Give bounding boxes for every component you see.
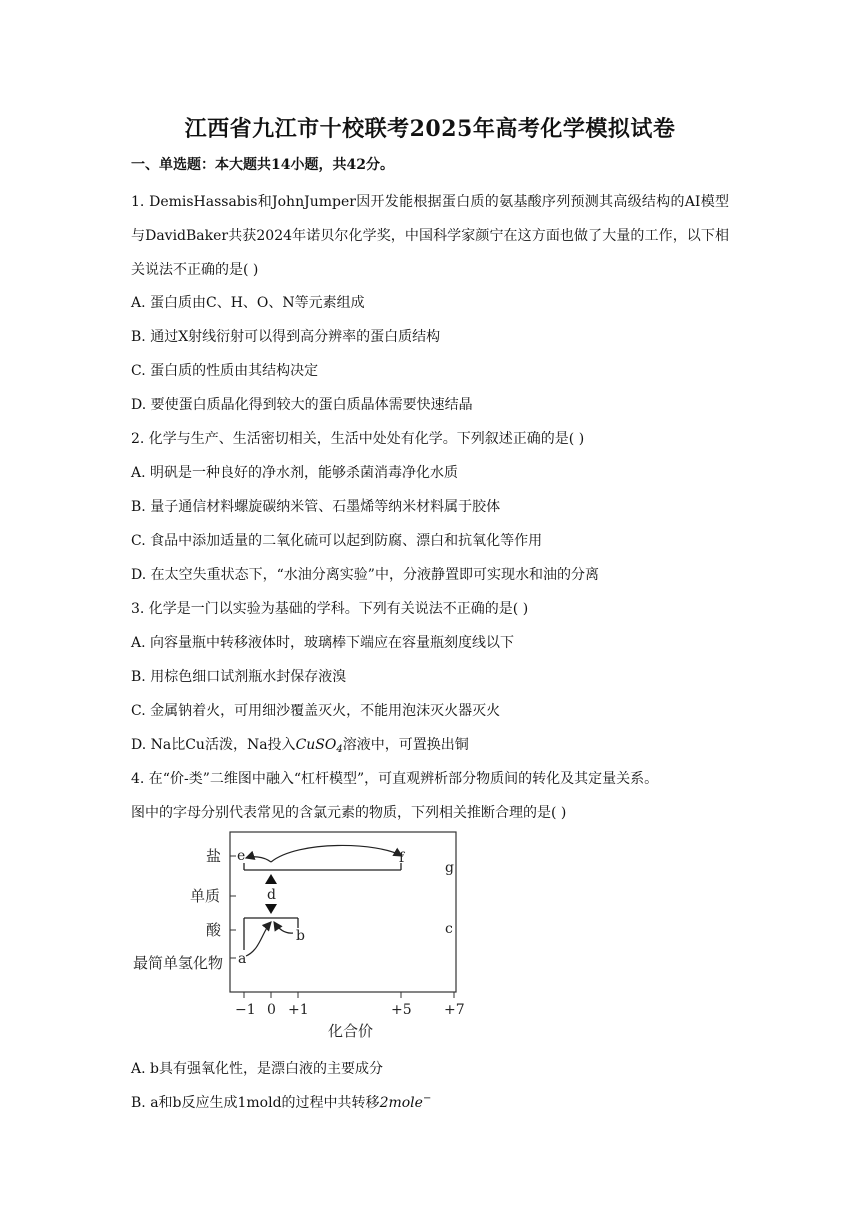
q3-option-d — [131, 734, 469, 755]
section-heading: 一、单选题：本大题共14小题，共42分。 — [131, 157, 394, 173]
x-tick-label: +1 — [288, 1002, 309, 1018]
point-b: b — [296, 928, 305, 944]
arrow-a-to-d — [246, 922, 271, 956]
q1-option-a: A. 蛋白质由C、H、O、N等元素组成 — [131, 295, 365, 311]
y-label-acid: 酸 — [206, 921, 222, 939]
q1-option-b: B. 通过X射线衍射可以得到高分辨率的蛋白质结构 — [131, 329, 441, 345]
arrow-b-to-d — [274, 922, 293, 933]
cuso4-formula: CuSO$_4$ — [295, 737, 343, 755]
fulcrum-down — [265, 904, 277, 914]
q1-option-c: C. 蛋白质的性质由其结构决定 — [131, 363, 319, 379]
q3-option-d-text: D. Na比Cu活泼，Na投入 — [131, 737, 296, 753]
x-tick-label: +7 — [444, 1002, 465, 1018]
q4-stem-line2: 图中的字母分别代表常见的含氯元素的物质，下列相关推断合理的是( ) — [131, 805, 567, 821]
q4-stem-line1: 4. 在“价-类”二维图中融入“杠杆模型”，可直观辨析部分物质间的转化及其定量关系。 — [131, 771, 659, 787]
q4-option-b — [131, 1092, 431, 1112]
q2-option-a: A. 明矾是一种良好的净水剂，能够杀菌消毒净化水质 — [131, 465, 459, 481]
q2-stem: 2. 化学与生产、生活密切相关，生活中处处有化学。下列叙述正确的是( ) — [131, 431, 585, 447]
y-label-element: 单质 — [190, 887, 221, 905]
x-tick-label: +5 — [391, 1002, 412, 1018]
q4-option-b-text: B. a和b反应生成1mold的过程中共转移 — [131, 1095, 380, 1111]
q2-option-b: B. 量子通信材料螺旋碳纳米管、石墨烯等纳米材料属于胶体 — [131, 499, 501, 515]
point-a: a — [238, 951, 247, 967]
y-label-salt: 盐 — [206, 847, 222, 865]
plot-frame — [230, 832, 456, 992]
q4-option-a: A. b具有强氧化性，是漂白液的主要成分 — [131, 1061, 383, 1077]
q2-option-d: D. 在太空失重状态下，“水油分离实验”中，分液静置即可实现水和油的分离 — [131, 567, 599, 583]
electron-transfer-formula: 2mole− — [379, 1093, 432, 1111]
arrow-to-f — [271, 845, 402, 862]
fulcrum-up — [265, 874, 277, 884]
x-tick-label: 0 — [267, 1002, 276, 1018]
q3-option-a: A. 向容量瓶中转移液体时，玻璃棒下端应在容量瓶刻度线以下 — [131, 635, 515, 651]
q3-option-b: B. 用棕色细口试剂瓶水封保存液溴 — [131, 669, 347, 685]
q3-option-d-tail: 溶液中，可置换出铜 — [342, 737, 469, 753]
y-label-hydride: 最简单氢化物 — [133, 954, 224, 972]
x-tick-label: −1 — [235, 1002, 256, 1018]
q3-option-c: C. 金属钠着火，可用细沙覆盖灭火，不能用泡沫灭火器灭火 — [131, 703, 501, 719]
point-c: c — [445, 921, 453, 937]
valence-class-diagram — [128, 830, 478, 1052]
q1-option-d: D. 要使蛋白质晶化得到较大的蛋白质晶体需要快速结晶 — [131, 397, 473, 413]
arrow-to-e — [246, 857, 271, 862]
x-axis-label: 化合价 — [328, 1022, 374, 1040]
point-d: d — [267, 887, 276, 903]
point-g: g — [445, 860, 454, 876]
q2-option-c: C. 食品中添加适量的二氧化硫可以起到防腐、漂白和抗氧化等作用 — [131, 533, 543, 549]
page-title: 江西省九江市十校联考2025年高考化学模拟试卷 — [184, 116, 676, 142]
point-e: e — [237, 848, 246, 864]
point-f: f — [399, 850, 405, 866]
q3-stem: 3. 化学是一门以实验为基础的学科。下列有关说法不正确的是( ) — [131, 601, 529, 617]
q1-stem: 1. DemisHassabis和JohnJumper因开发能根据蛋白质的氨基酸序列预测其高级结构的AI模型与DavidBaker共获2024年诺贝尔化学奖，中国科学家颜宁在这方面也做了大量的工作，以下相关说法不正确的是( ) — [131, 194, 729, 278]
